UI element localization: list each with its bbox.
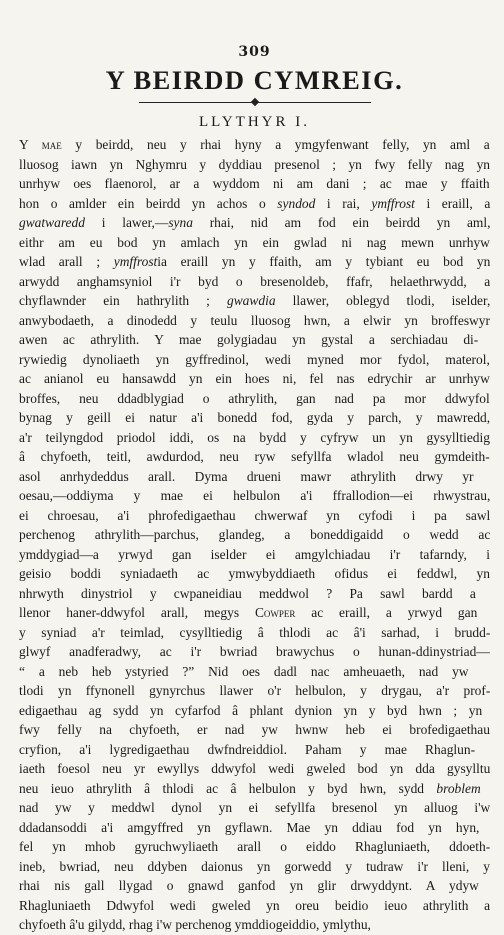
text-line: iaeth foesol neu yr ewyllys ddwyfol wedi gweled bod yn dda gysylltu	[19, 761, 491, 776]
text-line: ymddygiad—a yrwyd gan iselder ei amgylchiadau i'r tafarndy, i	[19, 546, 490, 562]
text-line: fel yn mhob gyruchwyliaeth arall o eiddo Rhagluniaeth, ddoeth-	[19, 839, 491, 854]
italic-word: ymffrost	[113, 254, 158, 269]
italic-word: ymffrost	[371, 195, 415, 211]
text-line: eithr am eu bod yn amlach yn ein gwlad ni nag mewn unrhyw	[19, 234, 490, 250]
page-title: Y BEIRDD CYMREIG.	[105, 65, 404, 95]
diamond-ornament-icon	[250, 98, 258, 106]
text-line: unrhyw oes flaenorol, ar a wyddom ni am dani ; ac mae y ffaith	[19, 176, 490, 191]
text-line: cryfion, a'i lygredigaethau dwfndreiddiol. Paham y mae Rhaglun-	[19, 741, 476, 757]
italic-word: gwatwaredd	[19, 215, 85, 230]
text-line: awen ac athrylith. Y mae golygiadau yn gystal a serchiadau di-	[19, 332, 479, 347]
text-line: fwy felly na chyfoeth, er nad yw hwnw heb ei brofedigaethau	[19, 722, 490, 737]
text-line: neu ieuo athrylith â thlodi ac â helbulon y byd hwn, sydd broblem	[19, 780, 481, 796]
text-line: chyfoeth â'u gilydd, rhag i'w perchenog ymddiogeiddio, ymlythu,	[19, 917, 371, 932]
text-line: ac anianol eu hansawdd yn ein hoes ni, fel nas edrychir ar unrhyw	[19, 371, 490, 386]
title-ornament-rule	[139, 98, 371, 108]
text-line: edigaethau ag sydd yn cyfarfod â phlant dynion yn y byd hwn ; yn	[19, 702, 483, 718]
text-line: Rhagluniaeth Ddwyfol wedi gweled yn oreu beidio ieuo athrylith a	[19, 897, 491, 913]
small-caps-word: Cowper	[254, 605, 296, 620]
text-line: ddadansoddi a'i amgyffred yn gyflawn. Mae yn ddiau fod yn hyn,	[19, 819, 480, 835]
text-line: gwatwaredd i lawer,—syna rhai, nid am fod ein beirdd yn aml,	[19, 215, 491, 230]
text-line: nhrwyth dinystriol y cwpaneidiau meddwol ? Pa sawl bardd a	[19, 585, 476, 601]
text-line: arwydd anghamsyniol i'r byd o bresenoldeb, ffafr, helaethrwydd, a	[19, 273, 491, 289]
page-number: 309	[238, 44, 271, 60]
text-line: â chyfoeth, teitl, awdurdod, neu ryw sefyllfa wladol neu gymdeith-	[19, 449, 490, 464]
text-line: nad yw y meddwl dynol yn ei sefyllfa bresenol yn alluog i'w	[19, 800, 491, 815]
text-line: anwybodaeth, a dinodedd y teulu lluosog hwn, a elwir yn broffeswyr	[19, 312, 490, 328]
text-line: llenor haner-ddwyfol arall, megys Cowper ac eraill, a yrwyd gan	[19, 605, 478, 620]
text-line: rywiedig dynoliaeth yn gyffredinol, wedi myned mor fydol, materol,	[19, 351, 490, 367]
text-line: “ a neb heb ystyried ?” Nid oes dadl nac amheuaeth, nad yw	[19, 663, 469, 679]
text-line: rhai nis gall llygad o gnawd ganfod yn glir drwyddynt. A ydyw	[19, 878, 479, 893]
text-line: Y mae y beirdd, neu y rhai hyny a ymgyfenwant felly, yn aml a	[19, 137, 490, 152]
text-line: perchenog athrylith—parchus, glandeg, a boneddigaidd o wedd ac	[19, 527, 491, 542]
text-line: ineb, bwriad, neu ddyben daionus yn gorwedd y tudraw i'r lleni, y	[19, 858, 490, 874]
text-line: asol anrhydeddus arall. Dyma drueni mawr athrylith drwy yr	[19, 468, 474, 484]
italic-word: gwawdia	[227, 293, 276, 308]
text-line: oesau,—oddiyma y mae ei helbulon a'i ffrallodion—ei rhwystrau,	[19, 488, 491, 503]
text-line: wlad arall ; ymffrostia eraill yn y ffaith, am y tybiant eu bod yn	[19, 254, 491, 269]
text-line: tlodi yn ffynonell gynyrchus llawer o'r helbulon, y drygau, a'r prof-	[19, 683, 491, 698]
text-line: y syniad a'r teimlad, cysylltiedig â thlodi ac â'i sarhad, i brudd-	[19, 624, 491, 640]
text-line: chyflawnder ein hathrylith ; gwawdia llawer, oblegyd tlodi, iselder,	[19, 293, 491, 308]
letter-heading: LLYTHYR I.	[199, 114, 310, 130]
text-line: geisio boddi syniadaeth ac ymwybyddiaeth ofidus ei feddwl, yn	[19, 566, 490, 581]
text-line: hon o amlder ein beirdd yn achos o syndod i rai, ymffrost i eraill, a	[19, 195, 491, 211]
text-line: broffes, neu ddadblygiad o athrylith, gan nad pa mor ddwyfol	[19, 390, 490, 406]
text-line: lluosog iawn yn Nghymru y dyddiau presenol ; yn fwy felly nag yn	[19, 156, 491, 172]
text-line: ei chroesau, a'i phrofedigaethau chwerwaf yn cyfodi i pa sawl	[19, 507, 491, 523]
italic-word: syna	[168, 215, 193, 230]
italic-word: broblem	[436, 780, 481, 796]
text-line: glwyf anadferadwy, ac i'r bwriad brawychus o hunan-ddinystriad—	[19, 644, 490, 659]
italic-word: syndod	[277, 195, 316, 211]
text-line: bynag y geill ei natur a'i bonedd fod, gyda y parch, y mawredd,	[19, 410, 491, 425]
body-text	[19, 135, 490, 935]
small-caps-word: mae	[41, 137, 62, 152]
text-line: a'r teilyngdod priodol iddi, os na bydd y cyfryw un yn gysylltiedig	[19, 429, 490, 445]
